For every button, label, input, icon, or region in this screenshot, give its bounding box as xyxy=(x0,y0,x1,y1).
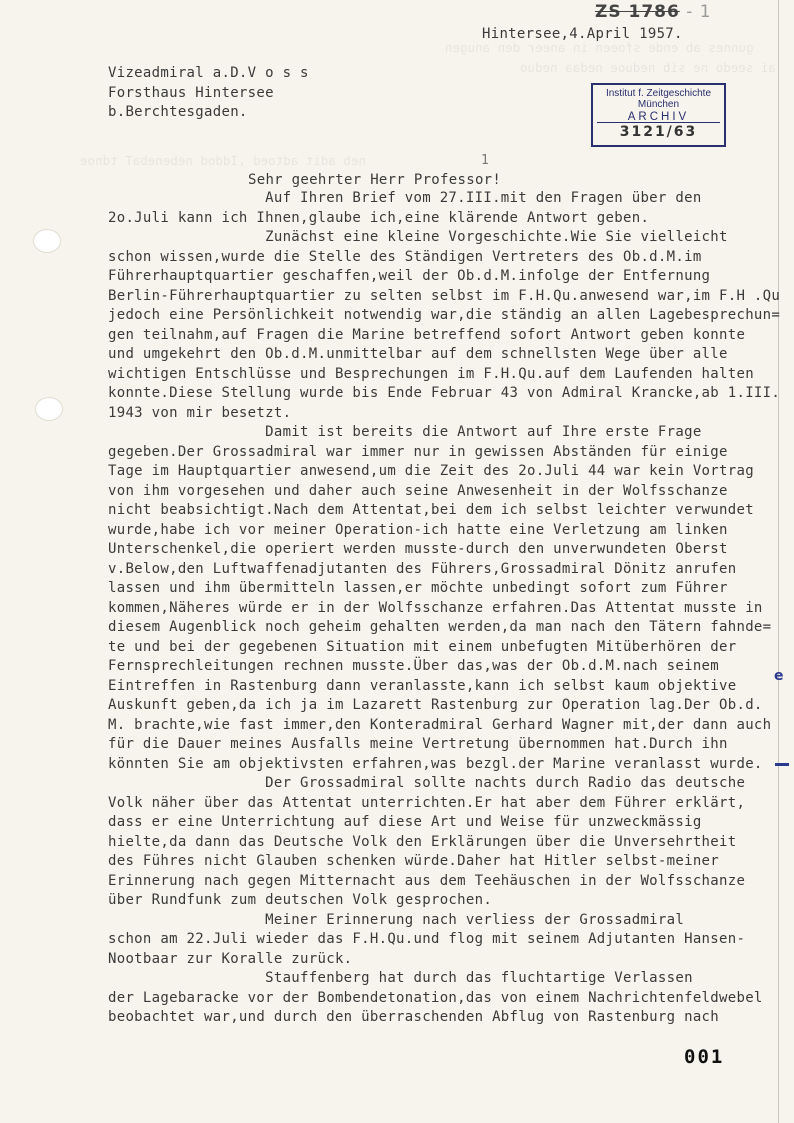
body-line: von ihm vorgesehen und daher auch seine Anwesenheit in der Wolfsschanze xyxy=(108,482,728,499)
body-line: über Rundfunk zum deutschen Volk gesprochen. xyxy=(108,892,493,908)
sender-address xyxy=(108,64,309,123)
stamp-institute: Institut f. Zeitgeschichte xyxy=(605,88,712,99)
body-line: hielte,da dann das Deutsche Volk den Erklärungen über die Unversehrtheit xyxy=(108,833,737,850)
pen-correction-mark: e xyxy=(774,668,784,684)
body-line: konnte.Diese Stellung wurde bis Ende Februar 43 von Admiral Krancke,ab 1.III. xyxy=(108,385,781,401)
body-line: Damit ist bereits die Antwort auf Ihre erste Frage xyxy=(108,424,702,440)
address-line: Vizeadmiral a.D.V o s s xyxy=(108,65,309,81)
body-line: kommen,Näheres würde er in der Wolfsschanze erfahren.Das Attentat musste in xyxy=(108,599,763,616)
body-line: schon wissen,wurde die Stelle des Ständigen Vertreters des Ob.d.M.im xyxy=(108,248,702,265)
body-line: te und bei der gegebenen Situation mit einem unbefugten Mitüberhören der xyxy=(108,638,737,655)
body-line: Fernsprechleitungen rechnen musste.Über das,was der Ob.d.M.nach seinem xyxy=(108,658,720,674)
stamp-city: München xyxy=(637,99,680,110)
body-line: gegeben.Der Grossadmiral war immer nur in gewissen Abständen für einige xyxy=(108,443,728,460)
body-line: Führerhauptquartier geschaffen,weil der Ob.d.M.infolge der Entfernung xyxy=(108,268,711,284)
bleed-through-text: gunnes ab ende sfoeen in aneer den anugen xyxy=(445,40,754,55)
body-line: Unterschenkel,die operiert werden musste-durch den unverwundeten Oberst xyxy=(108,541,728,557)
body-line: für die Dauer meines Ausfalls meine Vertretung übernommen hat.Durch ihn xyxy=(108,736,728,752)
bleed-through-text: neb adit adtoed ,Iddod nebenebaT tdnoe xyxy=(80,153,366,168)
archive-handwritten-main: ZS 1786 xyxy=(595,2,680,22)
body-line: Stauffenberg hat durch das fluchtartige Verlassen xyxy=(108,970,693,986)
body-line: nicht beabsichtigt.Nach dem Attentat,bei dem ich selbst leichter verwundet xyxy=(108,502,754,518)
body-line: Der Grossadmiral sollte nachts durch Radio das deutsche xyxy=(108,775,746,791)
body-line: diesem Augenblick noch geheim gehalten werden,da man nach den Tätern fahnde= xyxy=(108,619,772,635)
body-line: des Führes nicht Glauben schenken würde.Daher hat Hitler selbst-meiner xyxy=(108,853,720,869)
address-line: Forsthaus Hintersee xyxy=(108,84,274,101)
archive-handwritten-number xyxy=(595,2,712,22)
stamp-number: 3121/63 xyxy=(597,122,720,141)
address-line: b.Berchtesgaden. xyxy=(108,104,248,120)
body-line: Nootbaar zur Koralle zurück. xyxy=(108,950,353,967)
body-line: Tage im Hauptquartier anwesend,um die Zeit des 2o.Juli 44 war kein Vortrag xyxy=(108,463,754,479)
pen-dash-mark xyxy=(775,763,789,766)
bleed-through-text: ai seedo ne sib neduoe nedaa neduo xyxy=(520,60,776,75)
archive-handwritten-suffix: - 1 xyxy=(679,2,712,22)
letter-date: Hintersee,4.April 1957. xyxy=(482,26,683,42)
body-line: könnten Sie am objektivsten erfahren,was bezgl.der Marine veranlasst wurde. xyxy=(108,755,763,772)
body-line: Berlin-Führerhauptquartier zu selten selbst im F.H.Qu.anwesend war,im F.H .Qu xyxy=(108,287,781,304)
body-line: Auf Ihren Brief vom 27.III.mit den Fragen über den xyxy=(108,190,702,206)
body-line: Zunächst eine kleine Vorgeschichte.Wie Sie vielleicht xyxy=(108,229,728,245)
body-line: dass er eine Unterrichtung auf diese Art und Weise für unzweckmässig xyxy=(108,814,702,830)
body-line: M. brachte,wie fast immer,den Konteradmiral Gerhard Wagner mit,der dann auch xyxy=(108,716,772,733)
body-line: Erinnerung nach gegen Mitternacht aus dem Teehäuschen in der Wolfsschanze xyxy=(108,872,746,889)
body-line: gen teilnahm,auf Fragen die Marine betreffend sofort Antwort geben konnte xyxy=(108,326,746,343)
punch-hole-top xyxy=(33,229,61,253)
body-line: v.Below,den Luftwaffenadjutanten des Führers,Grossadmiral Dönitz anrufen xyxy=(108,560,737,577)
body-line: lassen und ihm übermitteln lassen,er möchte unbedingt sofort zum Führer xyxy=(108,580,728,596)
body-line: schon am 22.Juli wieder das F.H.Qu.und flog mit seinem Adjutanten Hansen- xyxy=(108,931,746,947)
punch-hole-bottom xyxy=(35,397,63,421)
body-line: 2o.Juli kann ich Ihnen,glaube ich,eine klärende Antwort geben. xyxy=(108,209,650,226)
body-line: jedoch eine Persönlichkeit notwendig war,die ständig an allen Lagebesprechun= xyxy=(108,307,781,323)
body-line: Meiner Erinnerung nach verliess der Grossadmiral xyxy=(108,911,685,928)
body-line: und umgekehrt den Ob.d.M.unmittelbar auf dem schnellsten Wege über alle xyxy=(108,346,728,362)
body-line: Volk näher über das Attentat unterrichten.Er hat aber dem Führer erklärt, xyxy=(108,794,746,811)
letter-body xyxy=(108,189,780,1028)
body-line: wichtigen Entschlüsse und Besprechungen im F.H.Qu.auf dem Laufenden halten xyxy=(108,365,754,382)
body-line: Auskunft geben,da ich ja im Lazarett Rastenburg zur Operation lag.Der Ob.d. xyxy=(108,697,763,713)
archive-stamp xyxy=(591,83,726,147)
body-line: der Lagebaracke vor der Bombendetonation,das von einem Nachrichtenfeldwebel xyxy=(108,989,763,1006)
stamp-archive: ARCHIV xyxy=(627,111,690,123)
body-line: 1943 von mir besetzt. xyxy=(108,404,292,421)
body-line: Eintreffen in Rastenburg dann veranlasste,kann ich selbst kaum objektive xyxy=(108,677,737,694)
page-number: 001 xyxy=(684,1046,725,1068)
small-mark: 1 xyxy=(481,153,489,168)
body-line: beobachtet war,und durch den überraschenden Abflug von Rastenburg nach xyxy=(108,1009,720,1025)
salutation: Sehr geehrter Herr Professor! xyxy=(248,172,502,188)
body-line: wurde,habe ich vor meiner Operation-ich hatte eine Verletzung am linken xyxy=(108,521,728,538)
